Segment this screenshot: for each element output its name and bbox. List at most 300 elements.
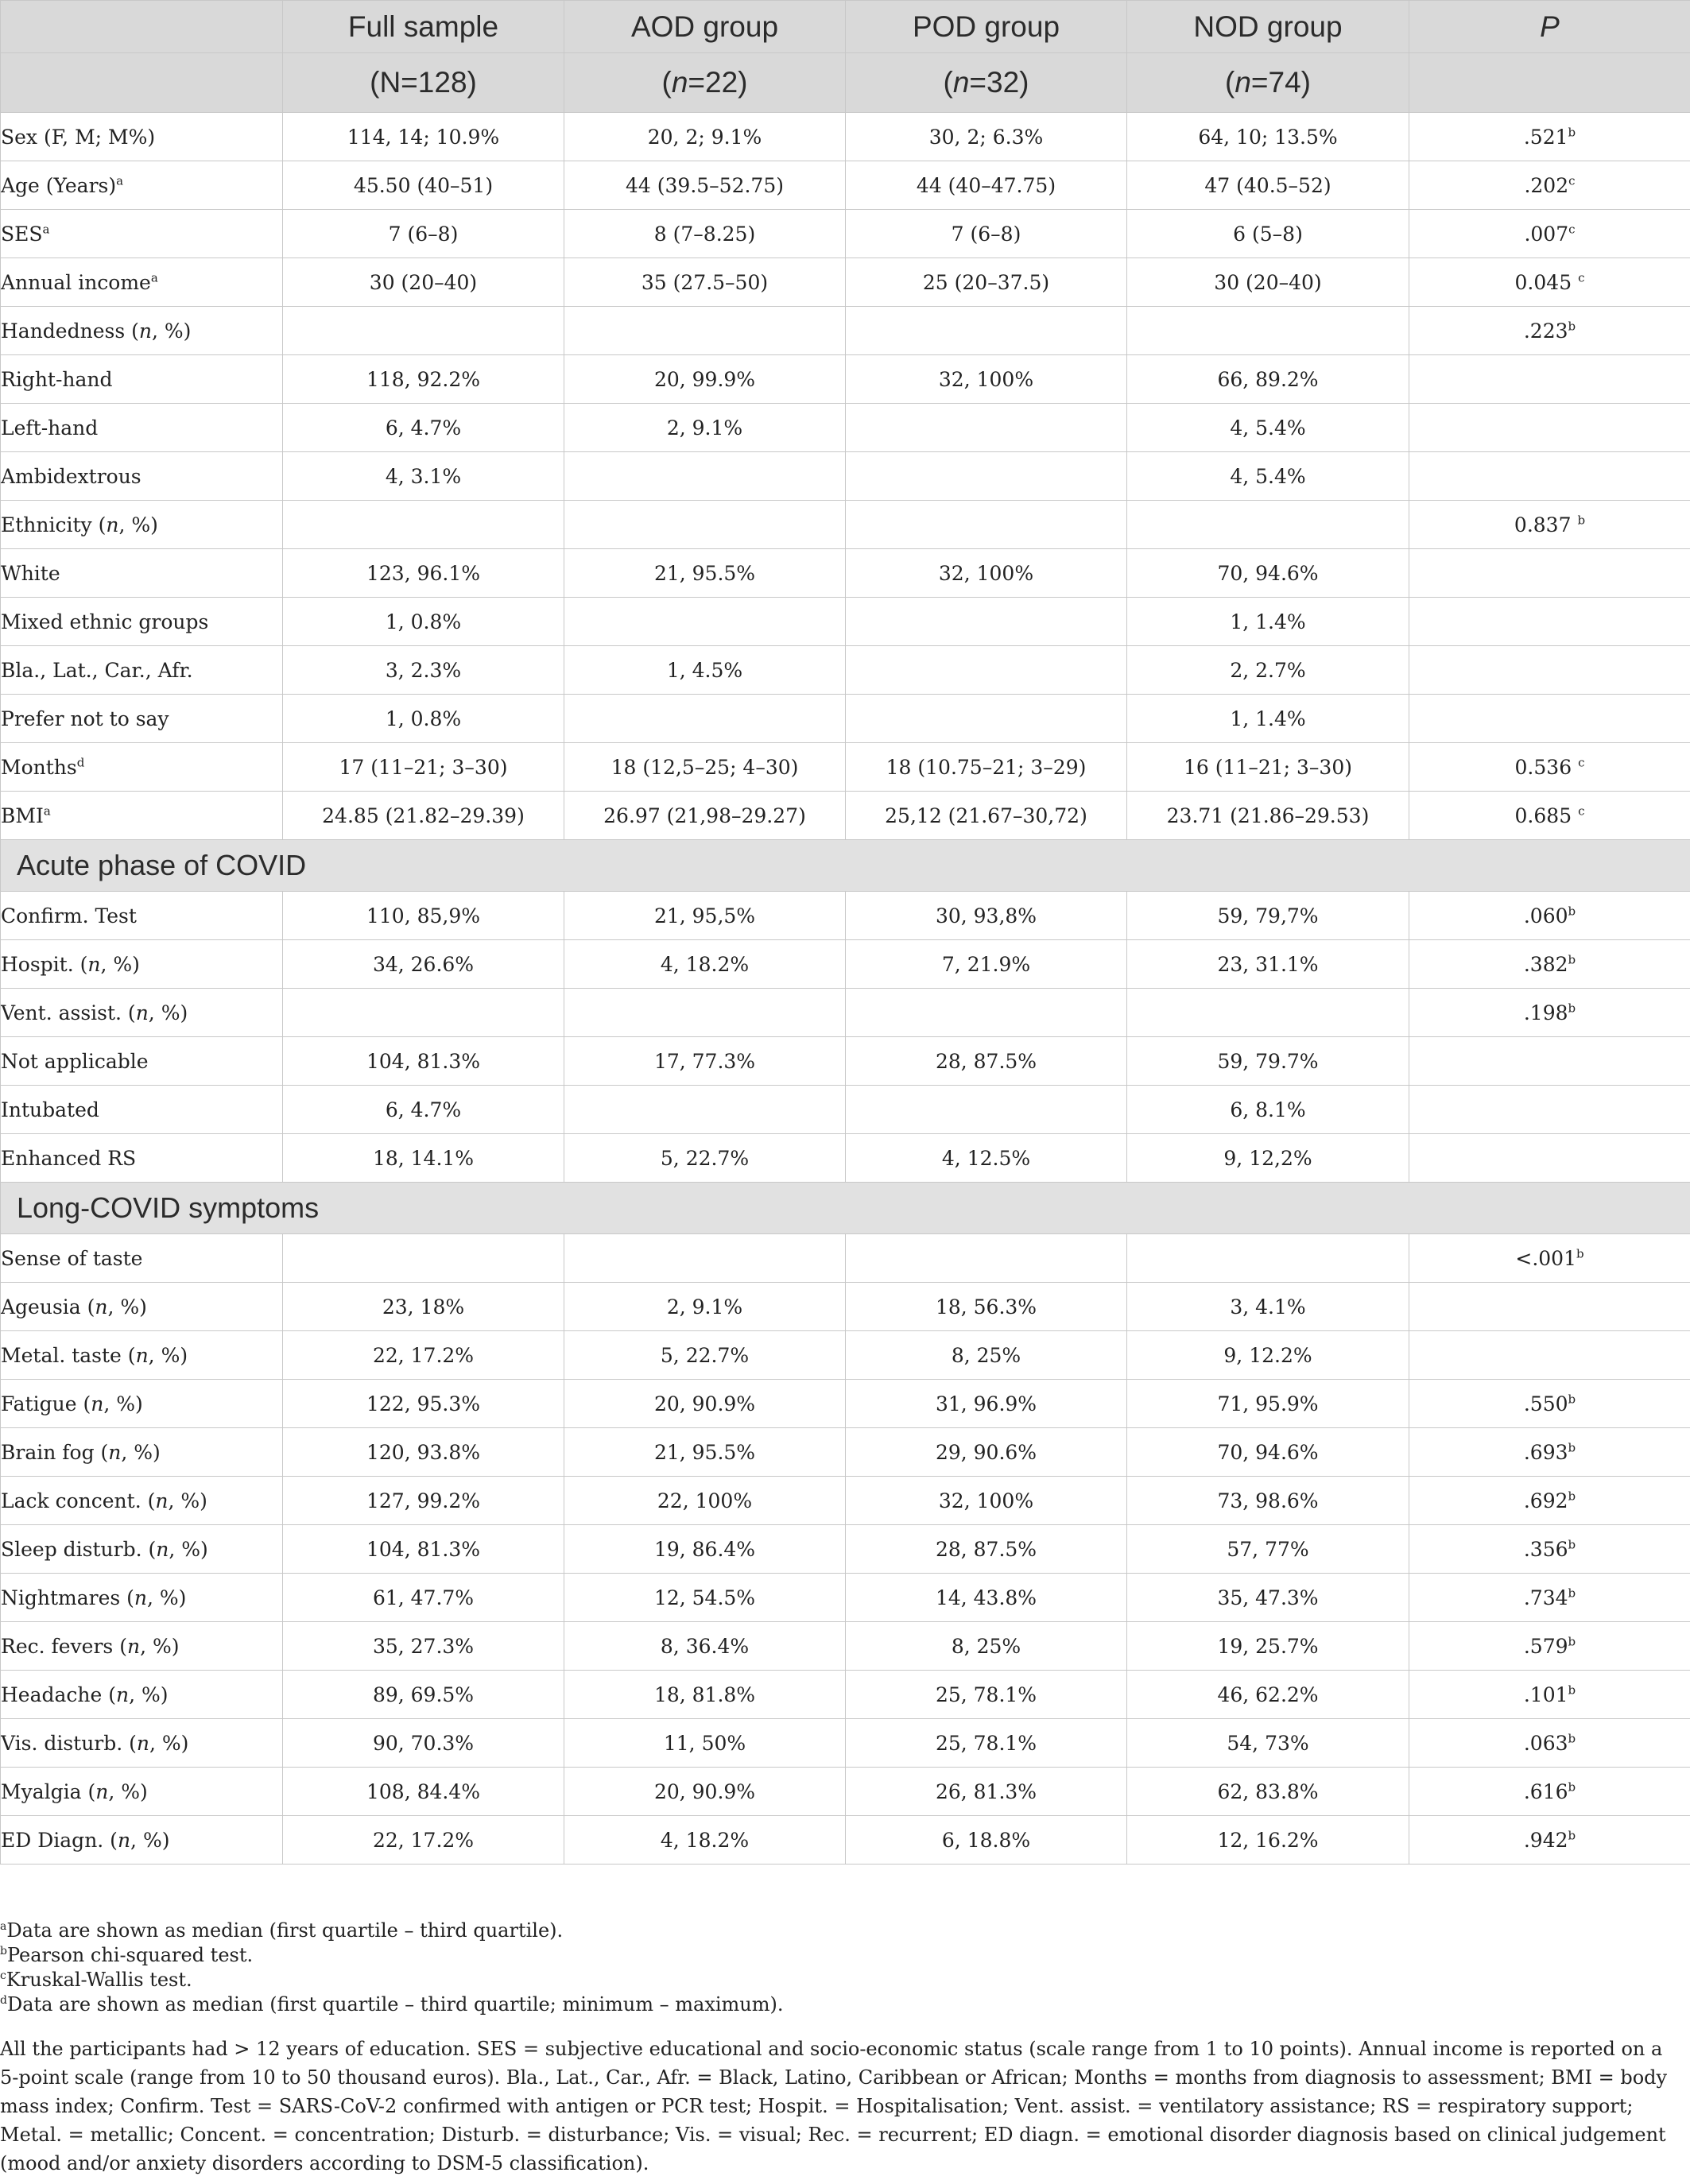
cell-value: 28, 87.5% <box>846 1525 1127 1574</box>
table-row <box>1 1525 1690 1574</box>
row-label-text: BMI <box>1 804 44 827</box>
p-value-footnote-mark: c <box>1568 222 1576 237</box>
cell-value <box>846 598 1127 646</box>
cell-value: 22, 17.2% <box>283 1816 564 1865</box>
cell-value: 35, 47.3% <box>1127 1574 1409 1622</box>
cell-value: 32, 100% <box>846 355 1127 404</box>
cell-value: 21, 95.5% <box>564 549 846 598</box>
cell-value: 2, 2.7% <box>1127 646 1409 695</box>
cell-value: 25 (20–37.5) <box>846 258 1127 307</box>
header-pod-group-n: (n=32) <box>846 53 1127 113</box>
row-label-suffix: , %) <box>100 952 140 976</box>
row-label-italic: n <box>117 1828 131 1852</box>
cell-value: 7 (6–8) <box>846 210 1127 258</box>
cell-value: 6 (5–8) <box>1127 210 1409 258</box>
row-label-italic: n <box>116 1683 130 1706</box>
row-label-text: Not applicable <box>1 1049 149 1073</box>
footnote-text: Data are shown as median (first quartile – third quartile; minimum – maximum). <box>6 1993 784 2016</box>
row-label-italic: n <box>95 1779 109 1803</box>
table-row <box>1 1283 1690 1331</box>
table-row <box>1 404 1690 452</box>
p-value-cell <box>1409 940 1690 989</box>
row-label <box>1 892 283 940</box>
p-value: .060 <box>1523 904 1568 927</box>
cell-value: 71, 95.9% <box>1127 1380 1409 1428</box>
row-label-text: ED Diagn. ( <box>1 1828 118 1852</box>
cell-value <box>1127 307 1409 355</box>
p-value: .007 <box>1524 222 1569 246</box>
row-label <box>1 307 283 355</box>
cell-value <box>283 307 564 355</box>
p-value: 0.536 <box>1514 755 1579 779</box>
cell-value: 104, 81.3% <box>283 1525 564 1574</box>
p-value-cell <box>1409 1380 1690 1428</box>
row-label-suffix: , %) <box>168 1489 207 1512</box>
cell-value: 30, 2; 6.3% <box>846 113 1127 161</box>
cell-value <box>283 1234 564 1283</box>
cell-value <box>564 1086 846 1134</box>
p-value-cell <box>1409 743 1690 792</box>
row-label <box>1 1086 283 1134</box>
cell-value: 59, 79,7% <box>1127 892 1409 940</box>
table-row <box>1 501 1690 549</box>
row-label <box>1 695 283 743</box>
row-label <box>1 1477 283 1525</box>
table-row <box>1 598 1690 646</box>
cell-value: 35, 27.3% <box>283 1622 564 1671</box>
cell-value: 32, 100% <box>846 549 1127 598</box>
cell-value: 1, 1.4% <box>1127 598 1409 646</box>
cell-value: 1, 4.5% <box>564 646 846 695</box>
footnotes <box>0 1919 1677 2017</box>
table-row <box>1 1622 1690 1671</box>
cell-value: 6, 18.8% <box>846 1816 1127 1865</box>
row-label-footnote-mark: a <box>43 804 51 819</box>
cell-value: 30, 93,8% <box>846 892 1127 940</box>
cell-value: 4, 18.2% <box>564 940 846 989</box>
cell-value: 1, 0.8% <box>283 695 564 743</box>
row-label <box>1 1380 283 1428</box>
p-value-cell <box>1409 1086 1690 1134</box>
cell-value: 31, 96.9% <box>846 1380 1127 1428</box>
table-header <box>1 1 1690 113</box>
row-label <box>1 940 283 989</box>
row-label-suffix: , %) <box>151 319 192 343</box>
row-label-suffix: , %) <box>130 1828 170 1852</box>
row-label-italic: n <box>106 513 119 536</box>
footnote-mark: d <box>0 1994 7 2007</box>
row-label-text: Sleep disturb. ( <box>1 1537 157 1561</box>
row-label-italic: n <box>126 1634 141 1658</box>
section-row <box>1 1183 1690 1234</box>
cell-value: 70, 94.6% <box>1127 1428 1409 1477</box>
row-label-text: Annual income <box>1 270 151 294</box>
p-value-cell <box>1409 1816 1690 1865</box>
row-label-footnote-mark: a <box>116 173 124 188</box>
p-value-cell <box>1409 355 1690 404</box>
row-label-italic: n <box>135 1343 149 1367</box>
table-row <box>1 210 1690 258</box>
cell-value: 4, 5.4% <box>1127 404 1409 452</box>
cell-value: 73, 98.6% <box>1127 1477 1409 1525</box>
row-label-suffix: , %) <box>147 1586 187 1609</box>
p-value-cell <box>1409 113 1690 161</box>
header-nod-group-n: (n=74) <box>1127 53 1409 113</box>
cell-value: 9, 12.2% <box>1127 1331 1409 1380</box>
row-label <box>1 1671 283 1719</box>
row-label <box>1 598 283 646</box>
cell-value: 110, 85,9% <box>283 892 564 940</box>
footnote <box>0 1943 1677 1968</box>
cell-value: 18, 81.8% <box>564 1671 846 1719</box>
row-label-text: Metal. taste ( <box>1 1343 136 1367</box>
table-row <box>1 743 1690 792</box>
row-label-suffix: , %) <box>169 1537 208 1561</box>
cell-value <box>846 501 1127 549</box>
row-label-text: Mixed ethnic groups <box>1 610 209 633</box>
p-value: .521 <box>1523 125 1568 149</box>
table-row <box>1 452 1690 501</box>
cell-value <box>1127 989 1409 1037</box>
cell-value: 18 (12,5–25; 4–30) <box>564 743 846 792</box>
row-label <box>1 501 283 549</box>
table-row <box>1 1816 1690 1865</box>
table-row <box>1 695 1690 743</box>
cell-value: 59, 79.7% <box>1127 1037 1409 1086</box>
cell-value: 18, 56.3% <box>846 1283 1127 1331</box>
row-label-text: Myalgia ( <box>1 1779 96 1803</box>
p-value-cell <box>1409 1477 1690 1525</box>
row-label <box>1 1134 283 1183</box>
footnote <box>0 1968 1677 1992</box>
row-label <box>1 210 283 258</box>
p-value: <.001 <box>1515 1246 1576 1270</box>
p-value-footnote-mark: b <box>1568 952 1576 967</box>
cell-value: 1, 0.8% <box>283 598 564 646</box>
p-value-cell <box>1409 1719 1690 1768</box>
table-row <box>1 1671 1690 1719</box>
cell-value: 61, 47.7% <box>283 1574 564 1622</box>
row-label-text: Enhanced RS <box>1 1146 137 1170</box>
cell-value: 26, 81.3% <box>846 1768 1127 1816</box>
row-label <box>1 1037 283 1086</box>
cell-value: 66, 89.2% <box>1127 355 1409 404</box>
cell-value: 11, 50% <box>564 1719 846 1768</box>
cell-value: 18 (10.75–21; 3–29) <box>846 743 1127 792</box>
row-label-text: Ambidextrous <box>1 464 141 488</box>
footnote-text: Kruskal-Wallis test. <box>6 1969 192 1991</box>
p-value-cell <box>1409 792 1690 840</box>
p-value-footnote-mark: b <box>1568 1586 1576 1601</box>
cell-value: 12, 54.5% <box>564 1574 846 1622</box>
row-label <box>1 1283 283 1331</box>
footnote-mark: b <box>0 1945 7 1957</box>
p-value-cell <box>1409 989 1690 1037</box>
p-value-cell <box>1409 1525 1690 1574</box>
cell-value <box>1127 1234 1409 1283</box>
cell-value <box>564 695 846 743</box>
row-label <box>1 1719 283 1768</box>
p-value-cell <box>1409 1671 1690 1719</box>
row-label-suffix: , %) <box>108 1779 148 1803</box>
row-label-text: Vent. assist. ( <box>1 1001 136 1024</box>
p-value-cell <box>1409 1234 1690 1283</box>
table-row <box>1 1331 1690 1380</box>
row-label-text: Lack concent. ( <box>1 1489 156 1512</box>
table-row <box>1 307 1690 355</box>
cell-value <box>1127 501 1409 549</box>
cell-value <box>564 989 846 1037</box>
row-label-italic: n <box>95 1295 108 1319</box>
row-label <box>1 1574 283 1622</box>
row-label <box>1 646 283 695</box>
p-value-footnote-mark: b <box>1568 1683 1576 1698</box>
footnote <box>0 1919 1677 1943</box>
cell-value: 46, 62.2% <box>1127 1671 1409 1719</box>
cell-value: 21, 95,5% <box>564 892 846 940</box>
row-label-italic: n <box>91 1392 104 1415</box>
row-label-text: Nightmares ( <box>1 1586 134 1609</box>
cell-value: 18, 14.1% <box>283 1134 564 1183</box>
cell-value: 44 (39.5–52.75) <box>564 161 846 210</box>
p-value-footnote-mark: b <box>1576 1246 1584 1261</box>
cell-value: 9, 12,2% <box>1127 1134 1409 1183</box>
cell-value: 6, 8.1% <box>1127 1086 1409 1134</box>
table-row <box>1 1428 1690 1477</box>
row-label <box>1 1331 283 1380</box>
cell-value <box>846 695 1127 743</box>
p-value-cell <box>1409 307 1690 355</box>
row-label-text: Fatigue ( <box>1 1392 91 1415</box>
row-label-suffix: , %) <box>107 1295 147 1319</box>
cell-value: 127, 99.2% <box>283 1477 564 1525</box>
table-row <box>1 355 1690 404</box>
cell-value: 22, 17.2% <box>283 1331 564 1380</box>
cell-value: 4, 18.2% <box>564 1816 846 1865</box>
cell-value: 12, 16.2% <box>1127 1816 1409 1865</box>
cell-value: 20, 90.9% <box>564 1380 846 1428</box>
cell-value <box>564 1234 846 1283</box>
p-value-cell <box>1409 892 1690 940</box>
table-row <box>1 258 1690 307</box>
cell-value: 25, 78.1% <box>846 1719 1127 1768</box>
cell-value <box>564 598 846 646</box>
p-value: .202 <box>1524 173 1569 197</box>
cell-value <box>564 307 846 355</box>
row-label-suffix: , %) <box>118 513 158 536</box>
row-label <box>1 258 283 307</box>
cell-value: 20, 99.9% <box>564 355 846 404</box>
row-label <box>1 355 283 404</box>
cell-value: 3, 2.3% <box>283 646 564 695</box>
cell-value: 2, 9.1% <box>564 404 846 452</box>
cell-value <box>564 452 846 501</box>
header-aod-group: AOD group <box>564 1 846 53</box>
cell-value: 32, 100% <box>846 1477 1127 1525</box>
cell-value: 29, 90.6% <box>846 1428 1127 1477</box>
row-label <box>1 1816 283 1865</box>
cell-value: 6, 4.7% <box>283 404 564 452</box>
p-value-cell <box>1409 501 1690 549</box>
cell-value: 1, 1.4% <box>1127 695 1409 743</box>
p-value-cell <box>1409 1574 1690 1622</box>
p-value-cell <box>1409 1428 1690 1477</box>
row-label-text: Headache ( <box>1 1683 117 1706</box>
row-label-footnote-mark: a <box>150 270 158 285</box>
abbreviations-note: All the participants had > 12 years of education. SES = subjective educational and socio-economic status (scale range from 1 to 10 points). Annual income is reported on a 5-point scale (range from 10 to 50 thousand euros). Bla., Lat., Car., Afr. = Black, Latino, Caribbean or African; Months = months from diagnosis to assessment; BMI = body mass index; Confirm. Test = SARS-CoV-2 confirmed with antigen or PCR test; Hospit. = Hospitalisation; Vent. assist. = ventilatory assistance; RS = respiratory support; Metal. = metallic; Concent. = concentration; Disturb. = disturbance; Vis. = visual; Rec. = recurrent; ED diagn. = emotional disorder diagnosis based on clinical judgement (mood and/or anxiety disorders according to DSM-5 classification). <box>0 2038 1668 2174</box>
cell-value: 3, 4.1% <box>1127 1283 1409 1331</box>
row-label-suffix: , %) <box>129 1683 169 1706</box>
cell-value: 8, 25% <box>846 1331 1127 1380</box>
p-value-footnote-mark: b <box>1568 1731 1576 1746</box>
cell-value: 22, 100% <box>564 1477 846 1525</box>
p-value-footnote-mark: b <box>1568 1634 1576 1649</box>
p-value-cell <box>1409 549 1690 598</box>
header-p-value: P <box>1409 1 1690 53</box>
p-value-footnote-mark: b <box>1568 1537 1576 1552</box>
cell-value: 6, 4.7% <box>283 1086 564 1134</box>
p-value-footnote-mark: b <box>1568 1440 1576 1455</box>
cell-value: 47 (40.5–52) <box>1127 161 1409 210</box>
cell-value: 35 (27.5–50) <box>564 258 846 307</box>
row-label <box>1 452 283 501</box>
row-label-text: Vis. disturb. ( <box>1 1731 137 1755</box>
row-label-text: Age (Years) <box>1 173 117 197</box>
row-label-text: Months <box>1 755 77 779</box>
table-row <box>1 646 1690 695</box>
cell-value <box>846 989 1127 1037</box>
p-value: .198 <box>1523 1001 1568 1024</box>
cell-value: 4, 12.5% <box>846 1134 1127 1183</box>
cell-value <box>846 646 1127 695</box>
row-label-footnote-mark: d <box>76 755 85 770</box>
cell-value: 26.97 (21,98–29.27) <box>564 792 846 840</box>
table-row <box>1 940 1690 989</box>
p-value: 0.837 <box>1514 513 1578 536</box>
row-label <box>1 404 283 452</box>
p-value: .063 <box>1523 1731 1568 1755</box>
cell-value: 20, 90.9% <box>564 1768 846 1816</box>
cell-value <box>846 1234 1127 1283</box>
p-value-footnote-mark: b <box>1568 1779 1576 1795</box>
cell-value: 104, 81.3% <box>283 1037 564 1086</box>
p-value-footnote-mark: c <box>1568 173 1576 188</box>
table-row <box>1 1477 1690 1525</box>
row-label-italic: n <box>134 1586 148 1609</box>
cell-value <box>846 1086 1127 1134</box>
cell-value <box>283 989 564 1037</box>
cell-value: 90, 70.3% <box>283 1719 564 1768</box>
row-label-text: Left-hand <box>1 416 99 440</box>
row-label-text: Right-hand <box>1 367 113 391</box>
cell-value: 30 (20–40) <box>283 258 564 307</box>
footnote-text: Data are shown as median (first quartile – third quartile). <box>6 1919 564 1942</box>
cell-value: 45.50 (40–51) <box>283 161 564 210</box>
cell-value: 28, 87.5% <box>846 1037 1127 1086</box>
row-label <box>1 1525 283 1574</box>
cell-value: 24.85 (21.82–29.39) <box>283 792 564 840</box>
cell-value: 123, 96.1% <box>283 549 564 598</box>
p-value-footnote-mark: b <box>1568 1828 1576 1843</box>
p-value-footnote-mark: c <box>1578 270 1585 285</box>
row-label-footnote-mark: a <box>42 222 50 237</box>
p-value: .579 <box>1523 1634 1568 1658</box>
row-label-suffix: , %) <box>149 1731 189 1755</box>
p-value-cell <box>1409 646 1690 695</box>
cell-value: 21, 95.5% <box>564 1428 846 1477</box>
cell-value: 17, 77.3% <box>564 1037 846 1086</box>
table-row <box>1 1719 1690 1768</box>
p-value-cell <box>1409 210 1690 258</box>
row-label-suffix: , %) <box>140 1634 180 1658</box>
cell-value <box>283 501 564 549</box>
p-value-footnote-mark: b <box>1568 125 1576 140</box>
table-row <box>1 1086 1690 1134</box>
cell-value: 23, 18% <box>283 1283 564 1331</box>
p-value-cell <box>1409 1768 1690 1816</box>
cell-value: 14, 43.8% <box>846 1574 1127 1622</box>
row-label-italic: n <box>156 1537 169 1561</box>
section-heading: Acute phase of COVID <box>1 840 1690 892</box>
section-heading: Long-COVID symptoms <box>1 1183 1690 1234</box>
header-full-sample-n: (N=128) <box>283 53 564 113</box>
section-row <box>1 840 1690 892</box>
cell-value <box>564 501 846 549</box>
cell-value: 108, 84.4% <box>283 1768 564 1816</box>
row-label <box>1 549 283 598</box>
p-value-cell <box>1409 404 1690 452</box>
cell-value: 23.71 (21.86–29.53) <box>1127 792 1409 840</box>
cell-value: 25, 78.1% <box>846 1671 1127 1719</box>
table-row <box>1 792 1690 840</box>
cell-value: 57, 77% <box>1127 1525 1409 1574</box>
p-value: .942 <box>1523 1828 1568 1852</box>
cell-value: 120, 93.8% <box>283 1428 564 1477</box>
header-empty-cell <box>1409 53 1690 113</box>
p-value-footnote-mark: b <box>1568 1489 1576 1504</box>
row-label <box>1 161 283 210</box>
cell-value: 7, 21.9% <box>846 940 1127 989</box>
row-label-suffix: , %) <box>103 1392 143 1415</box>
cell-value: 118, 92.2% <box>283 355 564 404</box>
footnote-text: Pearson chi-squared test. <box>6 1944 254 1966</box>
table-row <box>1 1134 1690 1183</box>
row-label-italic: n <box>135 1001 149 1024</box>
table-row <box>1 549 1690 598</box>
row-label-text: White <box>1 561 60 585</box>
cell-value: 7 (6–8) <box>283 210 564 258</box>
p-value-footnote-mark: b <box>1568 319 1576 334</box>
row-label <box>1 743 283 792</box>
cell-value: 114, 14; 10.9% <box>283 113 564 161</box>
p-value-footnote-mark: c <box>1578 755 1585 770</box>
cell-value: 8, 36.4% <box>564 1622 846 1671</box>
row-label <box>1 1234 283 1283</box>
row-label-suffix: , %) <box>121 1440 161 1464</box>
table-notes <box>0 1919 1677 2178</box>
p-value: .693 <box>1523 1440 1568 1464</box>
p-value: .550 <box>1523 1392 1568 1415</box>
cell-value: 4, 5.4% <box>1127 452 1409 501</box>
p-value: .223 <box>1523 319 1568 343</box>
cell-value: 8, 25% <box>846 1622 1127 1671</box>
row-label-text: SES <box>1 222 43 246</box>
cell-value: 8 (7–8.25) <box>564 210 846 258</box>
cell-value: 19, 86.4% <box>564 1525 846 1574</box>
cell-value <box>846 404 1127 452</box>
p-value-footnote-mark: c <box>1578 804 1585 819</box>
cell-value: 64, 10; 13.5% <box>1127 113 1409 161</box>
